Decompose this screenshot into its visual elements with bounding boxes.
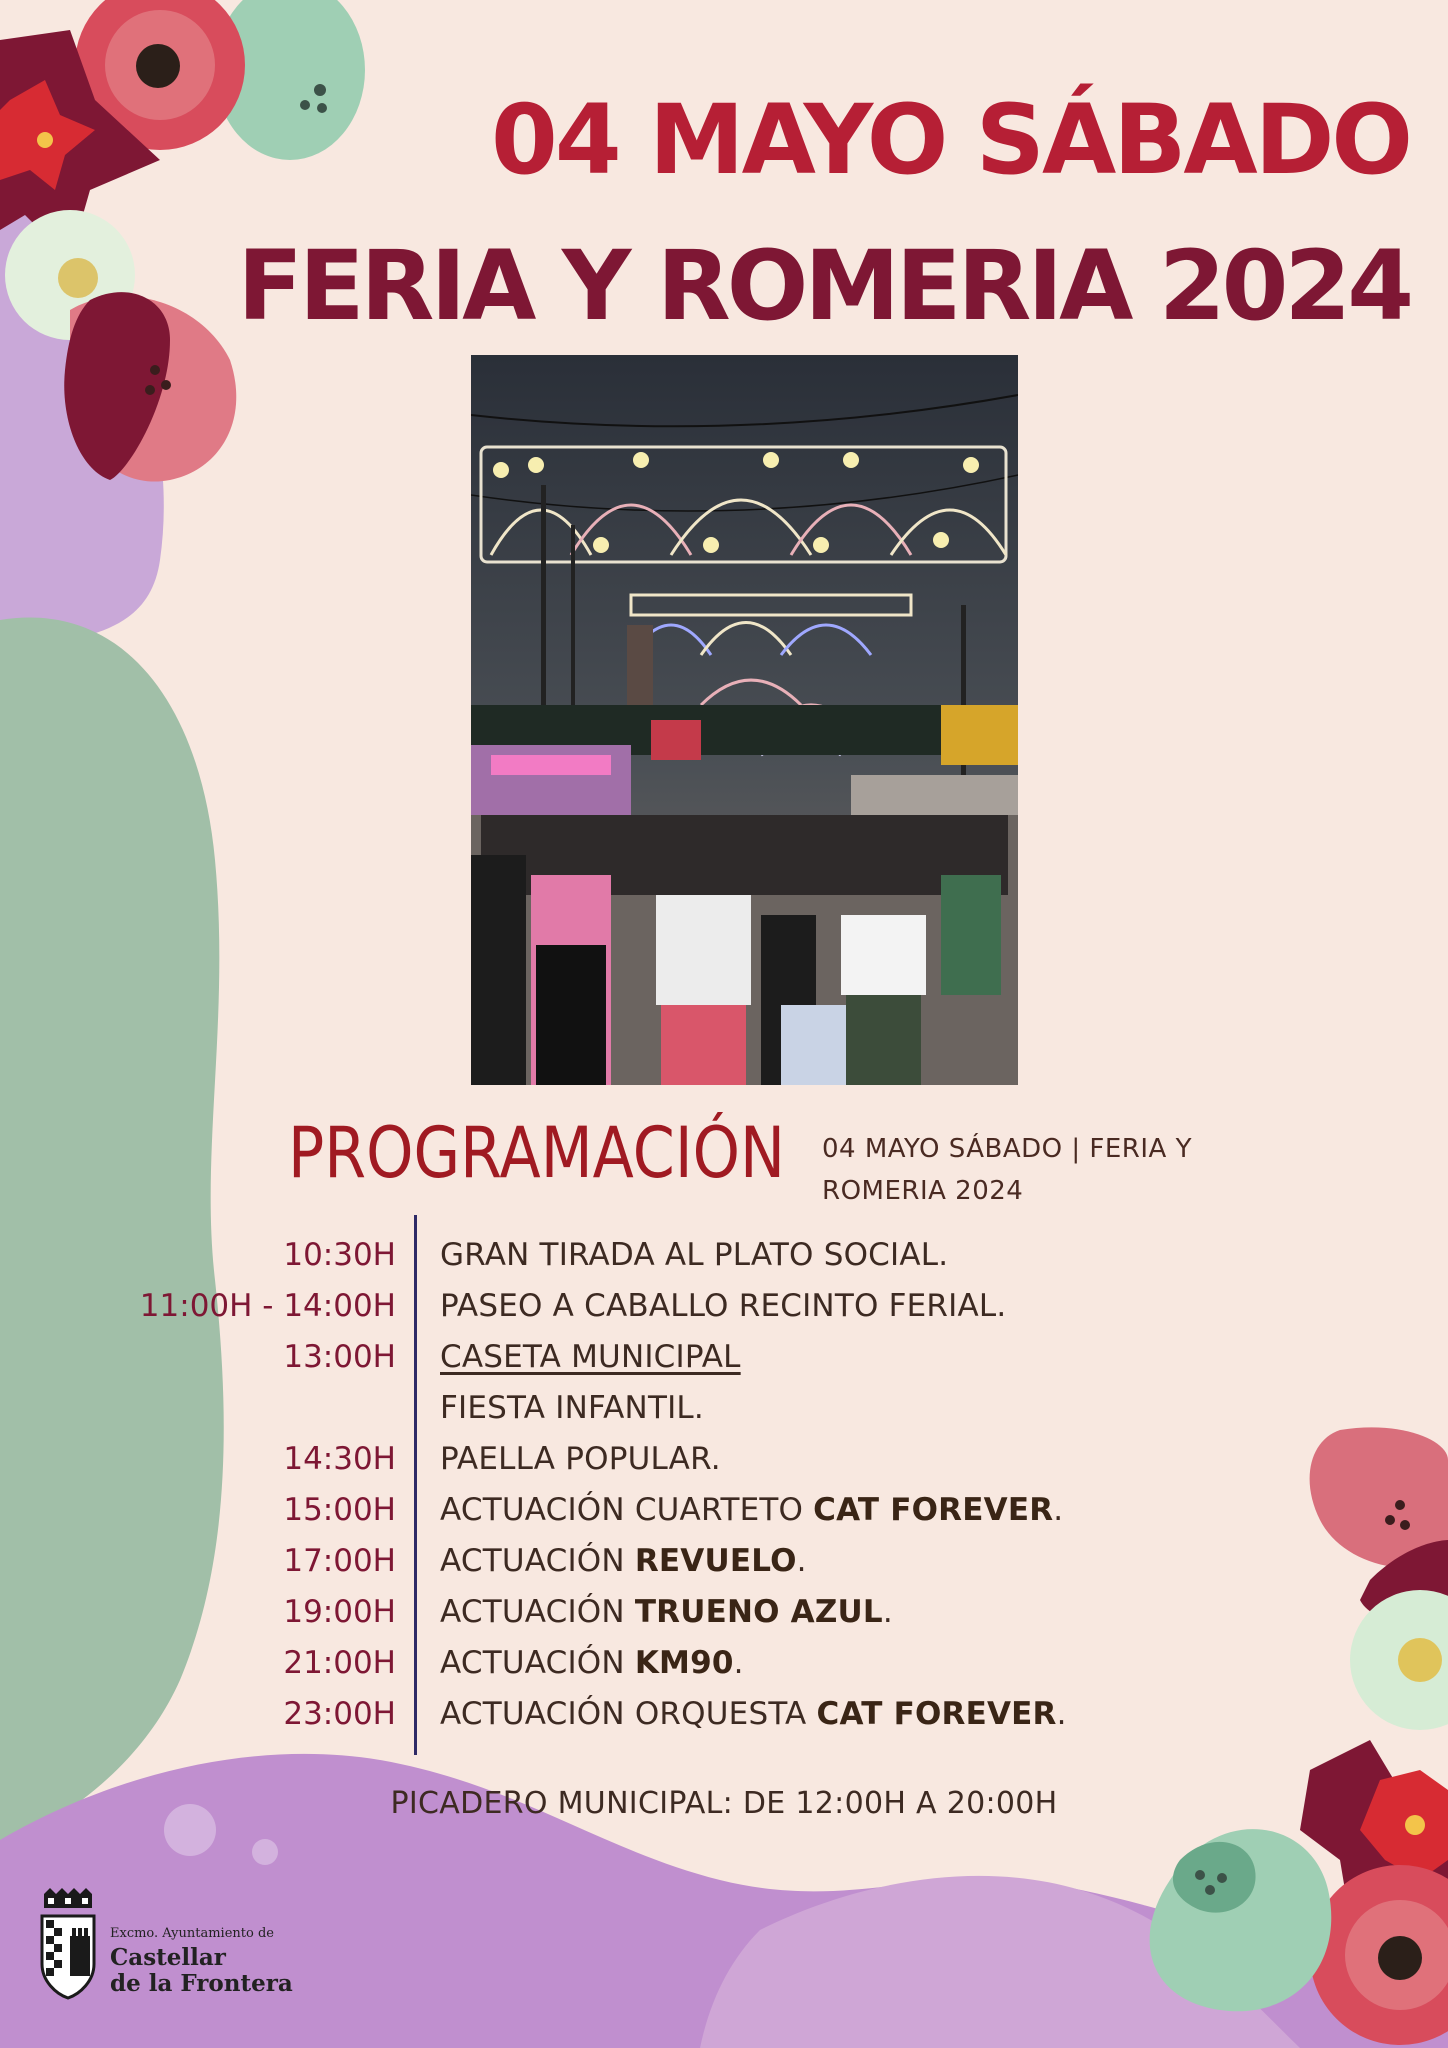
schedule-event: PAELLA POPULAR. <box>440 1441 721 1477</box>
artist-name: CAT FOREVER <box>813 1492 1054 1528</box>
fair-photo <box>471 355 1018 1085</box>
programacion-subtitle: 04 MAYO SÁBADO | FERIA Y ROMERIA 2024 <box>822 1134 1192 1206</box>
picadero-hours: PICADERO MUNICIPAL: DE 12:00H A 20:00H <box>390 1786 1058 1821</box>
schedule-row <box>0 1689 1448 1740</box>
schedule-time: 14:30H <box>283 1441 396 1477</box>
schedule-row <box>0 1332 1448 1383</box>
schedule-time: 10:30H <box>283 1237 396 1273</box>
schedule-time: 23:00H <box>283 1696 396 1732</box>
schedule-row <box>0 1485 1448 1536</box>
artist-name: KM90 <box>634 1645 734 1681</box>
schedule-time: 17:00H <box>283 1543 396 1579</box>
logo-caption: Excmo. Ayuntamiento de <box>110 1926 274 1941</box>
artist-name: TRUENO AZUL <box>634 1594 883 1630</box>
schedule-row <box>0 1281 1448 1332</box>
logo-name-line1: Castellar <box>110 1944 226 1971</box>
schedule-row <box>0 1536 1448 1587</box>
schedule-row <box>0 1383 1448 1434</box>
schedule-event: ACTUACIÓN REVUELO. <box>440 1543 807 1579</box>
schedule-event: ACTUACIÓN TRUENO AZUL. <box>440 1594 893 1630</box>
schedule-event: ACTUACIÓN ORQUESTA CAT FOREVER. <box>440 1696 1067 1732</box>
date-title: 04 MAYO SÁBADO <box>491 84 1410 196</box>
artist-name: REVUELO <box>634 1543 797 1579</box>
schedule-event: PASEO A CABALLO RECINTO FERIAL. <box>440 1288 1007 1324</box>
schedule-row <box>0 1587 1448 1638</box>
schedule-time: 19:00H <box>283 1594 396 1630</box>
castellar-crest-icon <box>38 1886 98 2004</box>
schedule-event: FIESTA INFANTIL. <box>440 1390 704 1426</box>
schedule-event: GRAN TIRADA AL PLATO SOCIAL. <box>440 1237 949 1273</box>
schedule-row <box>0 1434 1448 1485</box>
schedule-time: 15:00H <box>283 1492 396 1528</box>
event-title: FERIA Y ROMERIA 2024 <box>237 230 1410 342</box>
caseta-municipal-label: CASETA MUNICIPAL <box>440 1339 741 1375</box>
logo-name-line2: de la Frontera <box>110 1970 293 1997</box>
schedule-time: 13:00H <box>283 1339 396 1375</box>
schedule-time: 11:00H - 14:00H <box>139 1288 396 1324</box>
schedule-event: ACTUACIÓN CUARTETO CAT FOREVER. <box>440 1492 1064 1528</box>
schedule-event <box>440 1332 1400 1383</box>
programacion-heading: PROGRAMACIÓN <box>288 1112 786 1194</box>
artist-name: CAT FOREVER <box>816 1696 1057 1732</box>
schedule-row <box>0 1638 1448 1689</box>
schedule-row <box>0 1230 1448 1281</box>
ayuntamiento-logo <box>38 1886 358 2006</box>
schedule-event: ACTUACIÓN KM90. <box>440 1645 744 1681</box>
schedule-time: 21:00H <box>283 1645 396 1681</box>
